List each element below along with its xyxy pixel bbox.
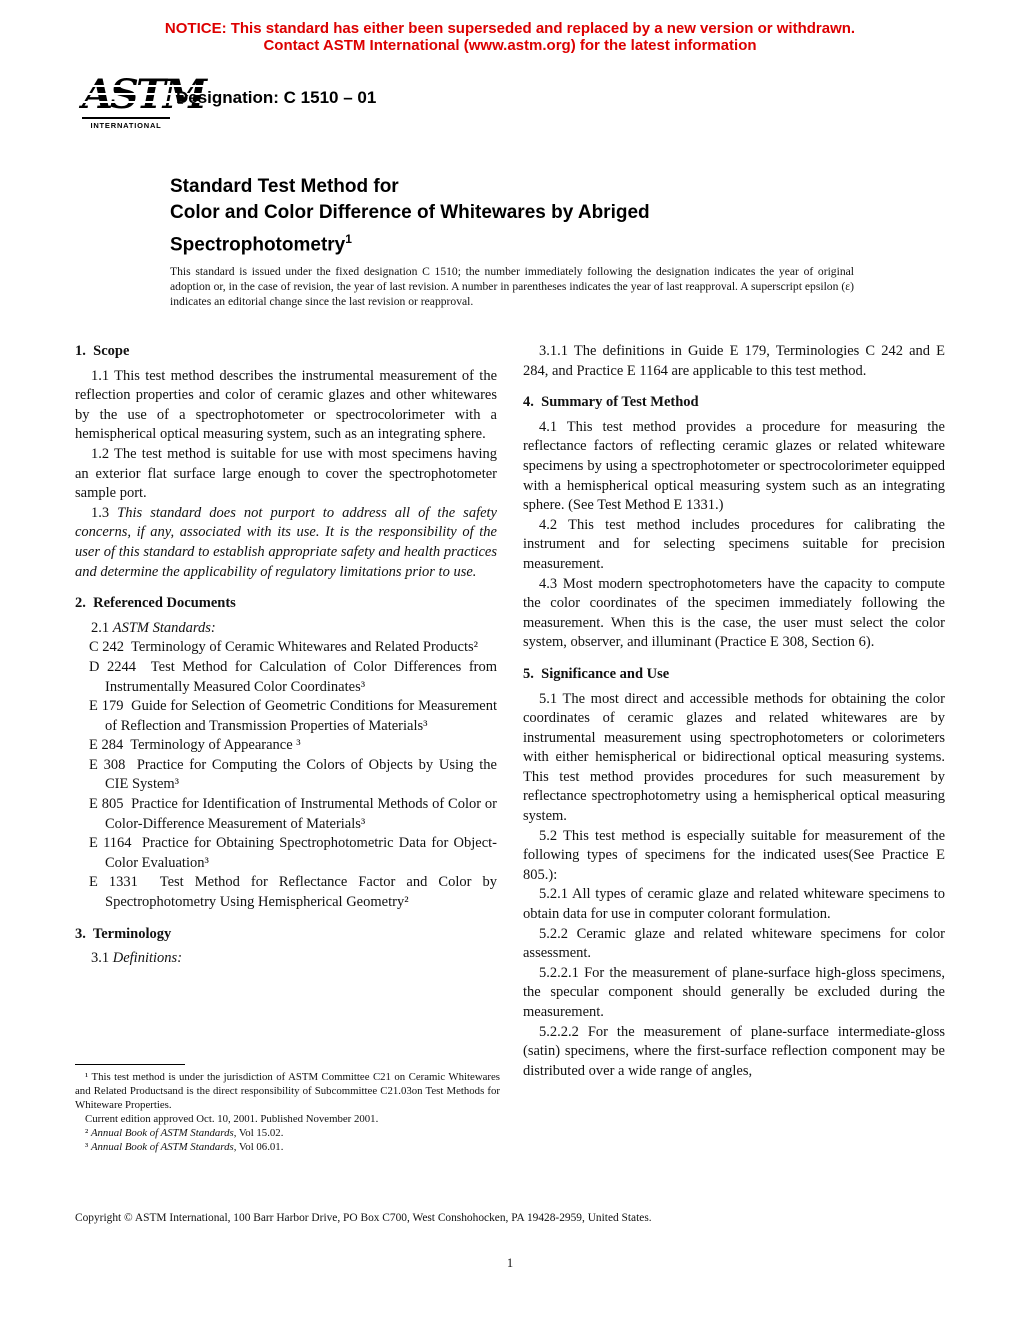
astm-logo-international: INTERNATIONAL xyxy=(82,117,170,130)
reference-item: E 284 Terminology of Appearance ³ xyxy=(89,737,301,754)
footnote xyxy=(75,1126,500,1140)
body-columns xyxy=(75,342,945,1081)
reference-item: E 179 Guide for Selection of Geometric Conditions for Measurement of Reflection and Transmission Properties of Materials³ xyxy=(89,698,497,734)
paragraph: 5.2 This test method is especially suitable for measurement of the following types of specimens for the indicated uses(See Practice E 805.): xyxy=(523,827,945,883)
title-line-3-text: Spectrophotometry xyxy=(170,234,346,256)
text-segment: Definitions: xyxy=(112,950,183,967)
issued-note: This standard is issued under the fixed designation C 1510; the number immediately following the designation indicates the year of original adoption or, in the case of revision, the year of last revision. A number in parentheses indicates the year of last reapproval. A superscript epsilon (ε) indicates an editorial change since the last revision or reapproval. xyxy=(170,265,854,309)
footnote: Current edition approved Oct. 10, 2001. Published November 2001. xyxy=(85,1113,379,1125)
text-segment: 2.1 xyxy=(91,619,113,636)
paragraph: 5.2.1 All types of ceramic glaze and related whiteware specimens to obtain data for use in computer colorant formulation. xyxy=(523,886,945,923)
paragraph: 4.3 Most modern spectrophotometers have the capacity to compute the color coordinates of the specimen immediately following the measurement. When this is the case, the user must select the color system, observer, and illuminant (Practice E 308, Section 6). xyxy=(523,575,945,651)
notice-line-2: Contact ASTM International (www.astm.org) for the latest information xyxy=(263,37,757,54)
reference-item: E 1331 Test Method for Reflectance Factor and Color by Spectrophotometry Using Hemispherical Geometry² xyxy=(89,874,497,911)
text-segment: This standard does not purport to address all of the safety concerns, if any, associated with its use. It is the responsibility of the user of this standard to establish appropriate safety and health practices and determine the applicability of regulatory limitations prior to use. xyxy=(75,504,497,580)
title-line-1: Standard Test Method for xyxy=(170,176,399,197)
paragraph: 1.1 This test method describes the instrumental measurement of the reflection properties and color of ceramic glazes and other whitewares by the use of a spectrophotometer or spectrocolorimeter with a hemispherical optical measuring system, such as an integrating sphere. xyxy=(75,367,497,443)
paragraph: 3.1.1 The definitions in Guide E 179, Terminologies C 242 and E 284, and Practice E 1164 are applicable to this test method. xyxy=(523,343,945,379)
reference-item: E 805 Practice for Identification of Instrumental Methods of Color or Color-Difference Measurement of Materials³ xyxy=(89,796,497,832)
paragraph: 1.2 The test method is suitable for use with most specimens having an exterior flat surface large enough to cover the spectrophotometer sample port. xyxy=(75,445,497,502)
paragraph xyxy=(75,619,497,639)
paragraph xyxy=(75,949,497,969)
notice-line-1: NOTICE: This standard has either been superseded and replaced by a new version or withdrawn. xyxy=(164,20,856,37)
paragraph: 4.2 This test method includes procedures for calibrating the instrument and for selecting specimens suitable for precision measurement. xyxy=(523,516,945,572)
paragraph xyxy=(75,504,497,582)
title-line-2: Color and Color Difference of Whitewares by Abriged xyxy=(170,202,650,223)
title-footnote-marker: 1 xyxy=(345,232,352,246)
title-line-3 xyxy=(170,226,870,258)
paragraph: 5.2.2.2 For the measurement of plane-surface intermediate-gloss (satin) specimens, where the first-surface reflection component may be distributed over a wide range of angles, xyxy=(523,1023,945,1079)
text-segment: ² xyxy=(85,1127,91,1139)
text-segment: 1.3 xyxy=(91,504,118,521)
text-segment: 3.1 xyxy=(91,950,113,967)
supersession-notice xyxy=(0,20,1020,54)
section-heading: 5. Significance and Use xyxy=(523,665,670,682)
astm-logo xyxy=(82,74,170,130)
logo-stripe-icon xyxy=(80,85,206,87)
text-segment: , Vol 15.02. xyxy=(233,1127,284,1139)
paragraph: 4.1 This test method provides a procedure for measuring the reflectance factors of reflecting ceramic glazes or related whiteware specimens by using a spectrophotometer or spectrocolorimeter equipped with a hemispherical optical measuring system such as an integrating sphere. (See Test Method E 1331.) xyxy=(523,418,945,514)
paragraph: 5.2.2.1 For the measurement of plane-surface high-gloss specimens, the specular component should generally be excluded during the measurement. xyxy=(523,964,945,1020)
section-heading: 4. Summary of Test Method xyxy=(523,394,699,411)
text-segment: Annual Book of ASTM Standards xyxy=(90,1127,234,1139)
text-segment: ³ xyxy=(85,1141,91,1153)
reference-item: E 1164 Practice for Obtaining Spectrophotometric Data for Object-Color Evaluation³ xyxy=(89,835,497,871)
document-title xyxy=(170,174,870,258)
column-left xyxy=(75,342,497,1081)
footnote: ¹ This test method is under the jurisdiction of ASTM Committee C21 on Ceramic Whitewares and Related Productsand is the direct responsibility of Subcommittee C21.03on Test Methods for Whiteware Properties. xyxy=(75,1071,500,1111)
text-segment: ASTM Standards: xyxy=(112,619,216,636)
reference-item: E 308 Practice for Computing the Colors of Objects by Using the CIE System³ xyxy=(89,756,497,793)
section-heading: 2. Referenced Documents xyxy=(75,595,236,612)
reference-item: C 242 Terminology of Ceramic Whitewares and Related Products² xyxy=(89,639,478,656)
footnote-rule xyxy=(75,1064,185,1065)
footnotes xyxy=(75,1070,500,1154)
column-right xyxy=(523,342,945,1081)
paragraph: 5.2.2 Ceramic glaze and related whiteware specimens for color assessment. xyxy=(523,925,945,962)
designation-text: Designation: C 1510 – 01 xyxy=(176,88,377,107)
page-number: 1 xyxy=(506,1256,514,1270)
section-heading: 1. Scope xyxy=(75,343,130,359)
footnote xyxy=(75,1140,500,1154)
text-segment: , Vol 06.01. xyxy=(233,1141,284,1153)
copyright-line: Copyright © ASTM International, 100 Barr Harbor Drive, PO Box C700, West Conshohocken, PA 19428-2959, United States. xyxy=(75,1212,652,1224)
reference-item: D 2244 Test Method for Calculation of Color Differences from Instrumentally Measured Color Coordinates³ xyxy=(89,658,497,695)
section-heading: 3. Terminology xyxy=(75,925,172,942)
paragraph: 5.1 The most direct and accessible methods for obtaining the color coordinates of ceramic glazes and related whitewares are by instrumental measurement using spectrophotometers or colorimeters with either hemispherical or bidirectional optical measuring systems. This test method provides procedures for such measurement by reflectance spectrophotometry using a hemispherical optical measuring system. xyxy=(523,690,945,825)
text-segment: Annual Book of ASTM Standards xyxy=(90,1141,234,1153)
